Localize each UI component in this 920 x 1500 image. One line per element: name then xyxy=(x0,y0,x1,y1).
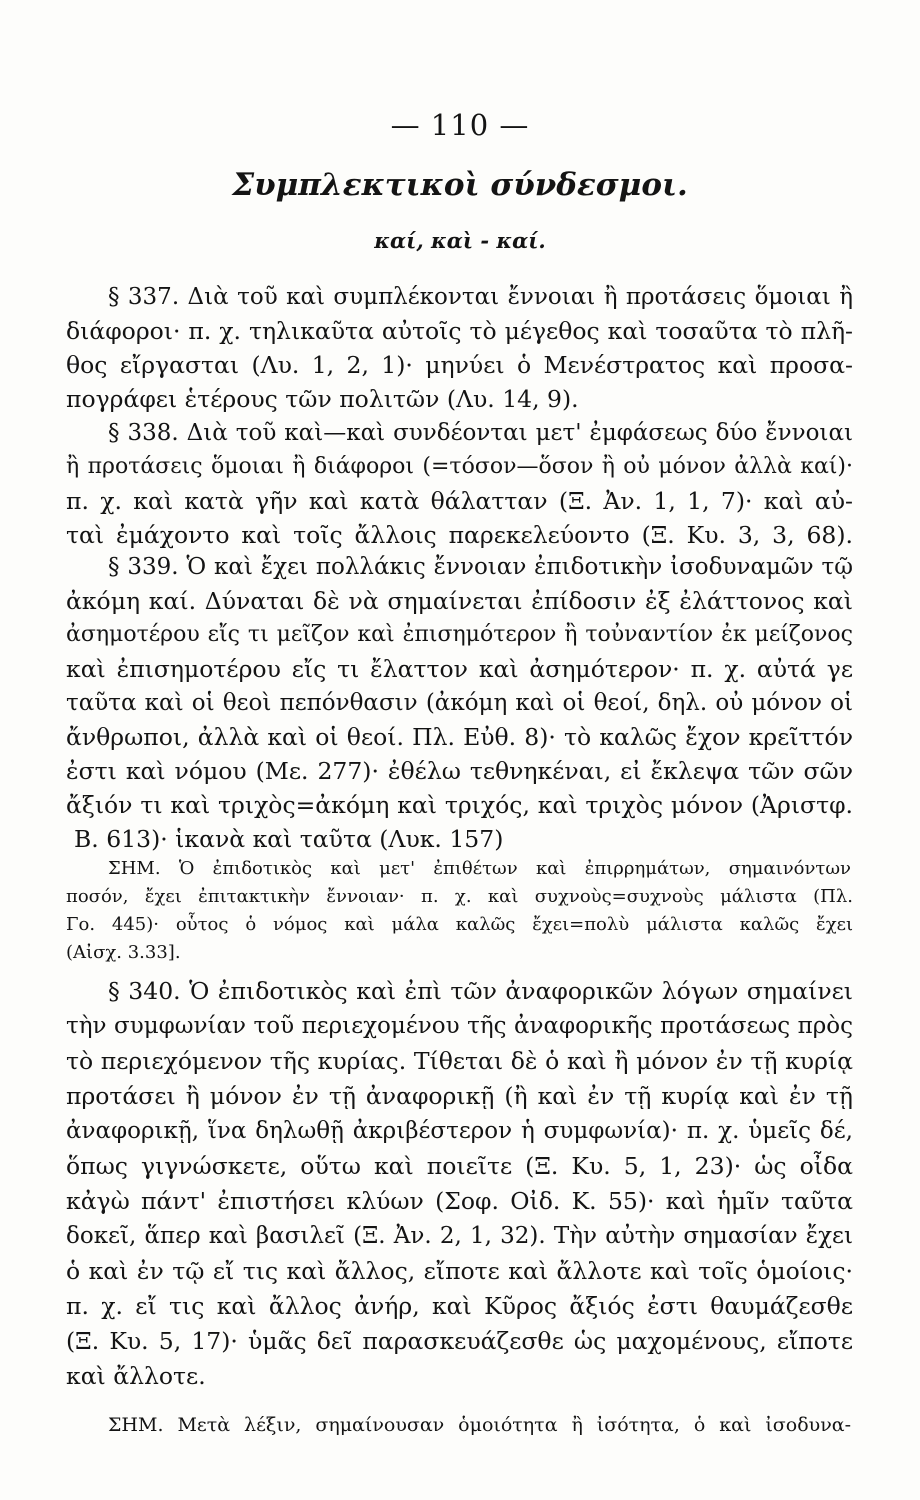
text-line: Β. 613)· ἱκανὰ καὶ ταῦτα (Λυκ. 157) xyxy=(74,825,504,853)
note-line: ΣΗΜ. Ὁ ἐπιδοτικὸς καὶ μετ' ἐπιθέτων καὶ ἐπιρρημάτων, σημαινόντων xyxy=(108,858,851,879)
text-line: ἀκόμη καί. Δύναται δὲ νὰ σημαίνεται ἐπίδοσιν ἐξ ἐλάττονος καὶ xyxy=(66,587,853,615)
text-line: ταῦτα καὶ οἱ θεοὶ πεπόνθασιν (ἀκόμη καὶ οἱ θεοί, δηλ. οὐ μόνον οἱ xyxy=(66,690,853,716)
text-line: τὸ περιεχόμενον τῆς κυρίας. Τίθεται δὲ ὁ καὶ ἢ μόνον ἐν τῇ κυρίᾳ xyxy=(66,1047,853,1075)
text-line: ἀσημοτέρου εἴς τι μεῖζον καὶ ἐπισημότερον ἢ τοὐναντίον ἐκ μείζονος xyxy=(66,622,853,647)
text-line: ἐστι καὶ νόμου (Με. 277)· ἐθέλω τεθνηκέναι, εἰ ἔκλεψα τῶν σῶν xyxy=(66,757,853,785)
text-line: § 340. Ὁ ἐπιδοτικὸς καὶ ἐπὶ τῶν ἀναφορικῶν λόγων σημαίνει xyxy=(108,977,853,1005)
text-line: διάφοροι· π. χ. τηλικαῦτα αὐτοῖς τὸ μέγεθος καὶ τοσαῦτα τὸ πλῆ- xyxy=(66,317,853,345)
text-line: ἄνθρωποι, ἀλλὰ καὶ οἱ θεοί. Πλ. Εὐθ. 8)· τὸ καλῶς ἔχον κρεῖττόν xyxy=(66,723,853,751)
note-line: (Αἰσχ. 3.33]. xyxy=(66,942,181,963)
note-line: ποσόν, ἔχει ἐπιτακτικὴν ἔννοιαν· π. χ. καὶ συχνοὺς=συχνοὺς μάλιστα (Πλ. xyxy=(66,886,853,907)
text-line: ἄξιόν τι καὶ τριχὸς=ἀκόμη καὶ τριχός, καὶ τριχὸς μόνον (Ἀριστφ. xyxy=(66,791,853,819)
text-line: ἢ προτάσεις ὅμοιαι ἢ διάφοροι (=τόσον—ὅσον ἢ οὐ μόνον ἀλλὰ καί)· xyxy=(66,454,853,479)
text-line: θος εἴργασται (Λυ. 1, 2, 1)· μηνύει ὁ Μενέστρατος καὶ προσα- xyxy=(66,351,853,379)
text-line: καὶ ἐπισημοτέρου εἴς τι ἔλαττον καὶ ἀσημότερον· π. χ. αὐτά γε xyxy=(66,655,853,683)
text-line: κἀγὼ πάντ' ἐπιστήσει κλύων (Σοφ. Οἰδ. Κ. 55)· καὶ ἡμῖν ταῦτα xyxy=(66,1187,853,1215)
text-line: § 339. Ὁ καὶ ἔχει πολλάκις ἔννοιαν ἐπιδοτικὴν ἰσοδυναμῶν τῷ xyxy=(108,554,853,580)
text-line: ὁ καὶ ἐν τῷ εἴ τις καὶ ἄλλος, εἴποτε καὶ ἄλλοτε καὶ τοῖς ὁμοίοις· xyxy=(66,1257,853,1285)
text-line: προτάσει ἢ μόνον ἐν τῇ ἀναφορικῇ (ἢ καὶ ἐν τῇ κυρίᾳ καὶ ἐν τῇ xyxy=(66,1082,853,1110)
section-subtitle: καί, καὶ - καί. xyxy=(374,228,546,253)
text-line: § 337. Διὰ τοῦ καὶ συμπλέκονται ἔννοιαι ἢ προτάσεις ὅμοιαι ἢ xyxy=(108,284,853,310)
note-line: Γο. 445)· οὗτος ὁ νόμος καὶ μάλα καλῶς ἔχει=πολὺ μάλιστα καλῶς ἔχει xyxy=(66,914,853,935)
text-line: τὴν συμφωνίαν τοῦ περιεχομένου τῆς ἀναφορικῆς προτάσεως πρὸς xyxy=(66,1013,853,1039)
section-title: Συμπλεκτικοὶ σύνδεσμοι. xyxy=(232,167,688,203)
text-line: π. χ. καὶ κατὰ γῆν καὶ κατὰ θάλατταν (Ξ. Ἀν. 1, 1, 7)· καὶ αὐ- xyxy=(66,487,853,515)
text-line: π. χ. εἴ τις καὶ ἄλλος ἀνήρ, καὶ Κῦρος ἄξιός ἐστι θαυμάζεσθε xyxy=(66,1292,853,1320)
text-line: (Ξ. Κυ. 5, 17)· ὑμᾶς δεῖ παρασκευάζεσθε ὡς μαχομένους, εἴποτε xyxy=(66,1327,853,1355)
text-line: καὶ ἄλλοτε. xyxy=(66,1362,206,1390)
text-line: πογράφει ἑτέρους τῶν πολιτῶν (Λυ. 14, 9). xyxy=(66,385,579,413)
text-line: ὅπως γιγνώσκετε, οὕτω καὶ ποιεῖτε (Ξ. Κυ. 5, 1, 23)· ὡς οἶδα xyxy=(66,1152,853,1180)
note-line: ΣΗΜ. Μετὰ λέξιν, σημαίνουσαν ὁμοιότητα ἢ ἰσότητα, ὁ καὶ ἰσοδυνα- xyxy=(108,1414,851,1436)
text-line: § 338. Διὰ τοῦ καὶ—καὶ συνδέονται μετ' ἐμφάσεως δύο ἔννοιαι xyxy=(108,420,853,446)
text-line: ἀναφορικῇ, ἵνα δηλωθῇ ἀκριβέστερον ἡ συμφωνία)· π. χ. ὑμεῖς δέ, xyxy=(66,1118,853,1144)
text-line: ταὶ ἐμάχοντο καὶ τοῖς ἄλλοις παρεκελεύοντο (Ξ. Κυ. 3, 3, 68). xyxy=(66,521,853,549)
page-number: — 110 — xyxy=(390,108,530,142)
text-line: δοκεῖ, ἅπερ καὶ βασιλεῖ (Ξ. Ἀν. 2, 1, 32). Τὴν αὐτὴν σημασίαν ἔχει xyxy=(66,1223,853,1249)
